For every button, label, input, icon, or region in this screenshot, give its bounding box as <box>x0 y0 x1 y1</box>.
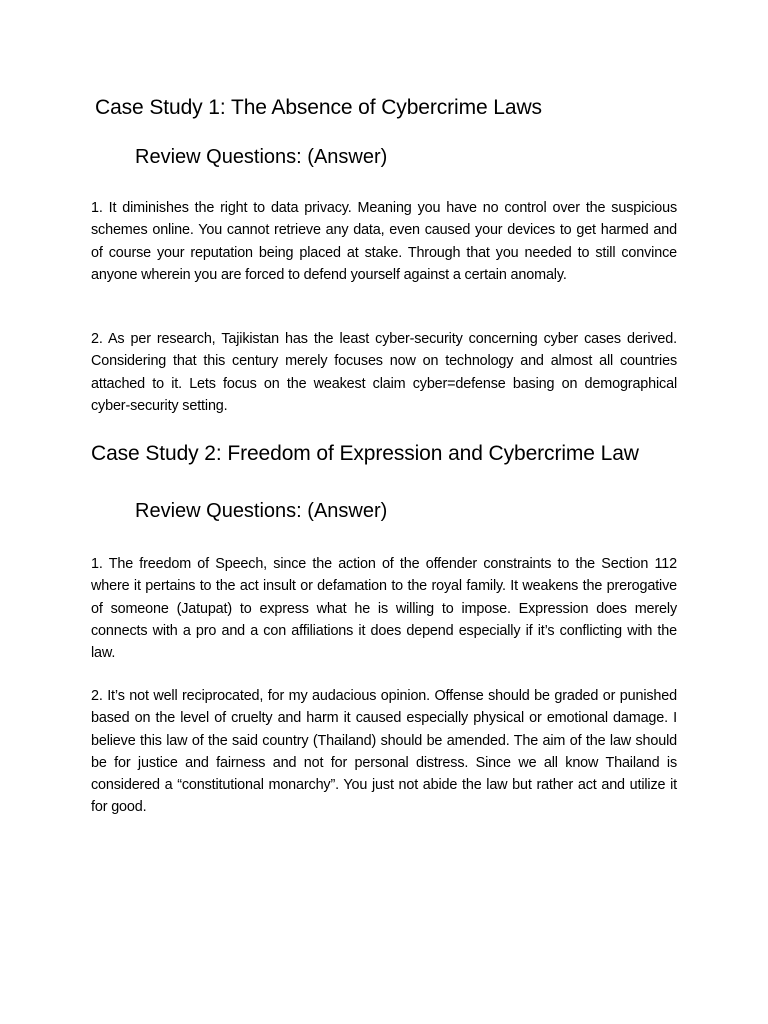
case-study-2-answer-2: 2. It’s not well reciprocated, for my audacious opinion. Offense should be graded or punished based on the level of cruelty and harm it caused especially physical or emotional damage. I believe this law of the said country (Thailand) should be amended. The aim of the law should be for justice and fairness and not for personal distress. Since we all know Thailand is considered a “constitutional monarchy”. You just not abide the law but rather act and utilize it for good. <box>91 688 677 816</box>
case-study-2-review-questions-heading: Review Questions: (Answer) <box>135 500 388 522</box>
case-study-2-answer-1: 1. The freedom of Speech, since the action of the offender constraints to the Section 112 where it pertains to the act insult or defamation to the royal family. It weakens the prerogative of someone (Jatupat) to express what he is willing to impose. Expression does merely connects with a pro and a con affiliations it does depend especially if it’s conflicting with the law. <box>91 556 677 662</box>
case-study-1-title: Case Study 1: The Absence of Cybercrime Laws <box>95 96 542 119</box>
case-study-1-answer-2: 2. As per research, Tajikistan has the least cyber-security concerning cyber cases derived. Considering that this century merely focuses now on technology and almost all countries attached to it. Lets focus on the weakest claim cyber=defense basing on demographical cyber-security setting. <box>91 331 677 414</box>
case-study-1-review-questions-heading: Review Questions: (Answer) <box>135 146 388 168</box>
case-study-2-title: Case Study 2: Freedom of Expression and Cybercrime Law <box>91 442 639 465</box>
case-study-1-answer-1: 1. It diminishes the right to data privacy. Meaning you have no control over the suspicious schemes online. You cannot retrieve any data, even caused your devices to get harmed and of course your reputation being placed at stake. Through that you needed to still convince anyone wherein you are forced to defend yourself against a certain anomaly. <box>91 200 677 283</box>
